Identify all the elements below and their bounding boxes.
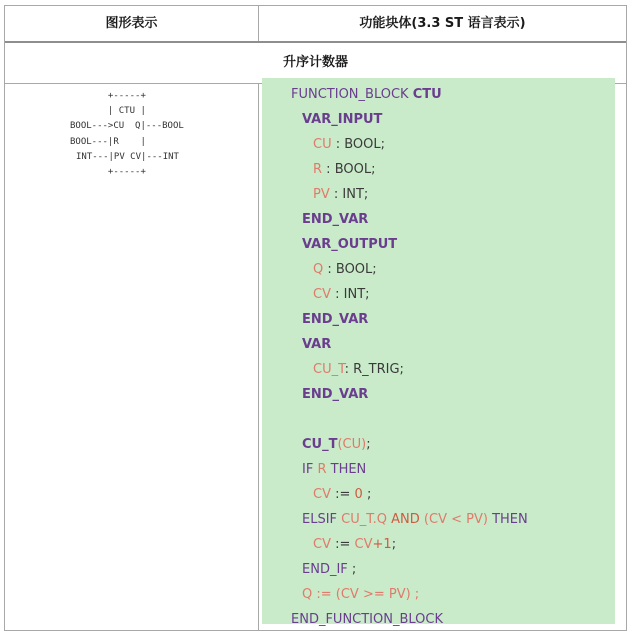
variable: CV — [313, 537, 331, 552]
variable: CV — [313, 287, 331, 302]
keyword: END_VAR — [302, 312, 369, 327]
variable: CV — [354, 537, 373, 552]
keyword: ELSIF — [302, 512, 338, 527]
keyword: VAR_OUTPUT — [302, 237, 398, 252]
code-line-call — [302, 432, 371, 457]
code-line-cu-t — [313, 357, 404, 382]
operator: := — [330, 537, 355, 552]
number: +1 — [372, 537, 392, 552]
code-line-q-assign — [302, 582, 419, 607]
type: : BOOL; — [331, 137, 386, 152]
keyword: THEN — [330, 462, 367, 477]
variable: R — [313, 162, 323, 177]
diagram-line: INT---|PV CV|---INT — [76, 151, 179, 162]
header-code-column: 功能块体(3.3 ST 语言表示) — [359, 16, 526, 31]
code-line-if — [302, 457, 366, 482]
code-line-pv — [313, 182, 368, 207]
ctu-block-diagram — [5, 89, 258, 180]
code-line-end-fb — [291, 607, 443, 632]
diagram-line: +-----+ — [70, 167, 146, 178]
keyword: IF — [302, 462, 314, 477]
keyword: END_FUNCTION_BLOCK — [291, 612, 444, 627]
keyword: THEN — [492, 512, 528, 527]
variable: CV — [313, 487, 331, 502]
header-graphic-column: 图形表示 — [5, 6, 259, 41]
punctuation: ; — [362, 487, 372, 502]
variable: R — [313, 462, 331, 477]
code-line-r — [313, 157, 375, 182]
variable: CU — [313, 137, 332, 152]
type: : BOOL; — [322, 162, 376, 177]
diagram-line: | CTU | — [70, 106, 146, 117]
keyword: AND — [391, 512, 420, 527]
variable: Q — [313, 262, 324, 277]
type: : INT; — [329, 187, 369, 202]
number: 0 — [354, 487, 363, 502]
variable: PV — [313, 187, 330, 202]
code-line-end-var — [302, 207, 368, 232]
punctuation: ; — [347, 562, 357, 577]
keyword: FUNCTION_BLOCK — [291, 87, 409, 102]
st-code-block — [262, 78, 615, 627]
type: : INT; — [330, 287, 370, 302]
condition: (CV < PV) — [419, 512, 493, 527]
variable: CU_T — [313, 362, 345, 377]
code-line-q — [313, 257, 377, 282]
code-line-elsif — [302, 507, 528, 532]
fb-instance: CU_T — [302, 437, 338, 452]
code-line-end-var — [302, 307, 368, 332]
graphic-cell — [5, 84, 259, 630]
code-line-reset — [313, 482, 371, 507]
code-line-var — [302, 332, 331, 357]
operator: := — [330, 487, 355, 502]
keyword: END_IF — [302, 562, 348, 577]
punctuation: ; — [366, 437, 371, 452]
keyword: VAR — [302, 337, 332, 352]
diagram-line: BOOL---|R | — [70, 136, 146, 147]
fb-name: CTU — [412, 87, 442, 102]
assignment: Q := (CV >= PV) ; — [302, 587, 420, 602]
punctuation: ; — [391, 537, 397, 552]
type: : BOOL; — [323, 262, 377, 277]
variable: CU_T.Q — [337, 512, 392, 527]
code-line-cv — [313, 282, 370, 307]
table-header — [5, 6, 626, 43]
code-line-fb-header — [291, 82, 442, 107]
keyword: END_VAR — [302, 387, 369, 402]
code-line-var-output — [302, 232, 397, 257]
diagram-line: BOOL--->CU Q|---BOOL — [70, 121, 184, 132]
code-line-end-var — [302, 382, 368, 407]
keyword: VAR_INPUT — [302, 112, 383, 127]
section-title: 升序计数器 — [5, 43, 626, 84]
type: : R_TRIG; — [344, 362, 404, 377]
argument: (CU) — [337, 437, 367, 452]
code-line-end-if — [302, 557, 356, 582]
diagram-line: +-----+ — [70, 91, 146, 101]
code-line-cu — [313, 132, 385, 157]
code-line-var-input — [302, 107, 382, 132]
keyword: END_VAR — [302, 212, 369, 227]
code-line-increment — [313, 532, 396, 557]
